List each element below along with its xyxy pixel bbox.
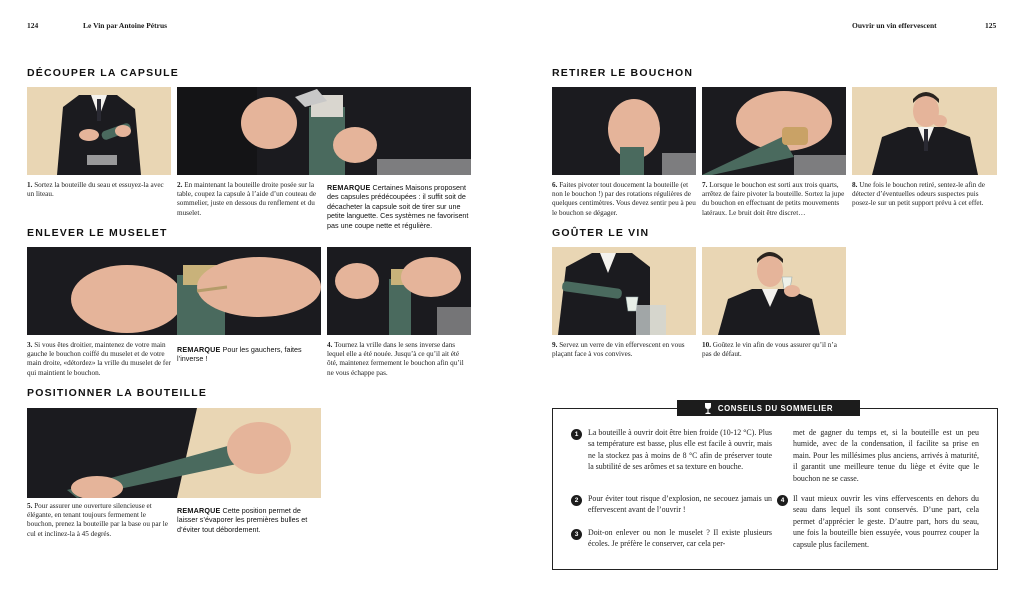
step-caption-1: 1. Sortez la bouteille du seau et essuyez-la avec un liteau. xyxy=(27,181,164,199)
section-title-decouper: DÉCOUPER LA CAPSULE xyxy=(27,67,179,79)
step-caption-10: 10. Goûtez le vin afin de vous assurer qu’il n’a pas de défaut. xyxy=(702,341,837,359)
photo-step-7 xyxy=(702,87,846,175)
step-caption-8: 8. Une fois le bouchon retiré, sentez-le afin de détecter d’éventuelles odeurs suspectes puis posez-le sur un petit support prévu à cet effet. xyxy=(852,181,985,208)
step-caption-3: 3. Si vous êtes droitier, maintenez de votre main gauche le bouchon coiffé du muselet et de votre main droite, «détordez» la vrille du muselet de fer qui maintient le bouchon. xyxy=(27,341,171,377)
photo-step-8 xyxy=(852,87,997,175)
tip-text-4: Il vaut mieux ouvrir les vins effervescents en dehors du seau dans lequel ils sont conservés. D’une part, cela permet d’apprécier le geste. D’autre part, hors du seau, une fois la bouteille bien essuyée, vous pourrez couper la capsule plus facilement. xyxy=(793,494,979,549)
section-title-retirer: RETIRER LE BOUCHON xyxy=(552,67,694,79)
wine-glass-icon xyxy=(704,403,712,414)
step-caption-4: 4. Tournez la vrille dans le sens inverse dans lequel elle a été nouée. Jusqu’à ce qu’il ait été ôté, maintenez fermement le bouchon afin qu’il ne vous échappe pas. xyxy=(327,341,464,377)
photo-step-9 xyxy=(552,247,696,335)
step-caption-9: 9. Servez un verre de vin effervescent en vous plaçant face à vos convives. xyxy=(552,341,685,359)
photo-step-1 xyxy=(27,87,171,175)
photo-step-3 xyxy=(27,247,321,335)
sommelier-tips-banner xyxy=(677,400,860,416)
remark-capsule: REMARQUE Certaines Maisons proposent des capsules prédécoupées : il suffit soit de décacheter la capsule soit de tirer sur une petite languette. Ces systèmes ne favorisent pas une coupe nette et régulière. xyxy=(327,183,469,230)
right-running-title: Ouvrir un vin effervescent xyxy=(852,21,937,30)
tip-text-1: La bouteille à ouvrir doit être bien froide (10-12 °C). Plus sa température est basse, plus elle est facile à ouvrir, mais ne la stockez pas à moins de 8 °C afin de préserver toute la subtilité de ses arômes et sa texture en bouche. xyxy=(588,428,772,472)
photo-step-5 xyxy=(27,408,321,498)
tip-number-2: 2 xyxy=(571,495,582,506)
section-title-museler: ENLEVER LE MUSELET xyxy=(27,227,168,239)
section-title-positionner: POSITIONNER LA BOUTEILLE xyxy=(27,387,208,399)
step-caption-7: 7. Lorsque le bouchon est sorti aux trois quarts, arrêtez de faire pivoter la bouteille. Sortez la jupe du bouchon en effectuant de petits mouvements latéraux. Le bruit doit être discret… xyxy=(702,181,845,217)
remark-gauchers: REMARQUE Pour les gauchers, faites l’inverse ! xyxy=(177,345,302,364)
tip-text-3: Doit-on enlever ou non le muselet ? Il existe plusieurs écoles. Je préfère le conserver, car cela per- xyxy=(588,528,772,549)
step-caption-5: 5. Pour assurer une ouverture silencieuse et élégante, en tenant toujours fermement le bouchon, prenez la bouteille par la base ou par le cul et inclinez-la à 45 degrés. xyxy=(27,502,168,538)
tip-number-1: 1 xyxy=(571,429,582,440)
left-running-title: Le Vin par Antoine Pétrus xyxy=(83,21,168,30)
sommelier-tips-title: CONSEILS DU SOMMELIER xyxy=(717,403,834,413)
tip-number-3: 3 xyxy=(571,529,582,540)
right-page-number: 125 xyxy=(985,21,997,30)
tip-text-3-continued: met de gagner du temps et, si la bouteille est un peu humide, avec de la condensation, il facilite sa prise en main. Pour les millésimes plus anciens, arrivés à maturité, il garantit une meilleure tenue du liège et évite que le bouchon ne se casse. xyxy=(793,428,979,483)
section-title-gouter: GOÛTER LE VIN xyxy=(552,227,650,239)
photo-step-6 xyxy=(552,87,696,175)
tip-text-2: Pour éviter tout risque d’explosion, ne secouez jamais un effervescent avant de l’ouvrir ! xyxy=(588,494,772,515)
remark-position: REMARQUE Cette position permet de laisser s’évaporer les premières bulles et d’éviter tout débordement. xyxy=(177,506,308,534)
photo-step-10 xyxy=(702,247,846,335)
photo-step-2 xyxy=(177,87,471,175)
left-page-number: 124 xyxy=(27,21,39,30)
step-caption-2: 2. En maintenant la bouteille droite posée sur la table, coupez la capsule à l’aide d’un couteau de sommelier, juste en dessous du renflement et du muselet. xyxy=(177,181,317,217)
step-caption-6: 6. Faites pivoter tout doucement la bouteille (et non le bouchon !) par des rotations régulières de quelques centimètres. Vous devez sentir peu à peu le bouchon se dégager. xyxy=(552,181,696,217)
tip-number-4: 4 xyxy=(777,495,788,506)
photo-step-4 xyxy=(327,247,471,335)
